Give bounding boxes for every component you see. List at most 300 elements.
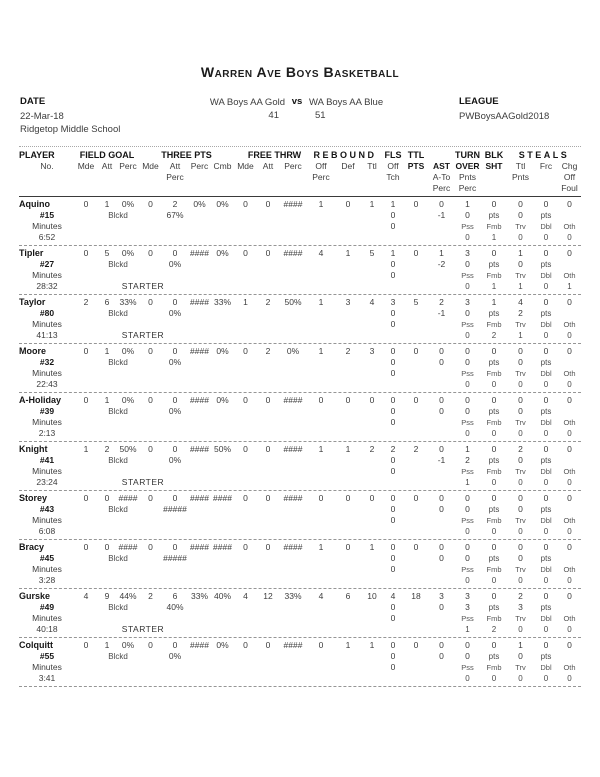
player-time-line [19,428,581,439]
player-minutes-line [19,564,581,575]
total-points: 0 [413,395,419,405]
reb-off: 1 [318,444,324,454]
fouls: 0 [390,395,396,405]
minutes-played: 3:41 [38,673,56,683]
fouls: 1 [390,199,396,209]
player-number: #55 [39,651,55,661]
ast-to-ratio: 0 [439,602,444,612]
blocked-shots: 0 [491,493,497,503]
ft-perc: 33% [284,591,302,601]
tov-double: 0 [543,674,549,683]
player-sub-line [19,602,581,613]
reb-off: 4 [318,248,324,258]
fumble-label: Fmb [486,467,502,476]
minutes-label: Minutes [32,515,62,525]
col-tp-mde: Mde [142,161,159,171]
player-block [19,197,581,245]
tp-perc: #### [190,444,209,454]
col-ft-att: Att [262,161,274,171]
ast-to-ratio: 0 [439,504,444,514]
blocked-shots: 0 [491,199,497,209]
steal-points: 0 [518,406,523,416]
ft-perc: 0% [286,346,300,356]
steals-ttl: 1 [518,640,523,650]
total-points: 2 [413,444,419,454]
minutes-label: Minutes [32,368,62,378]
col-free-thrw: FREE THRW [247,150,302,160]
col-rb-ttl: Ttl [367,161,377,171]
player-sub-line [19,651,581,662]
other-label: Oth [563,271,576,280]
player-stat-line [19,346,581,357]
tov-other: 0 [567,478,572,487]
player-block [19,441,581,490]
player-name: Storey [19,493,48,503]
col-ft-mde: Mde [237,161,254,171]
player-number: #39 [39,406,55,416]
tp-att: 0 [172,542,178,552]
fumble-label: Fmb [486,320,502,329]
venue: Ridgetop Middle School [20,124,121,135]
other-label: Oth [563,369,576,378]
fg-att: 1 [104,395,110,405]
tp-made: 2 [148,591,153,601]
turnover-points: 0 [465,357,470,367]
fg-att: 1 [104,346,110,356]
fouls-extra: 0 [390,515,396,525]
tp-cmb: 50% [213,444,231,454]
ft-made: 4 [243,591,248,601]
pts-label: pts [488,358,500,367]
ft-made: 0 [243,542,248,552]
col-blk: BLK [484,150,504,160]
player-time-line [19,330,581,341]
fg-att: 2 [104,444,110,454]
steals-ttl: 1 [518,248,523,258]
ft-made: 1 [243,297,248,307]
fouls-tch: 0 [390,357,396,367]
steals-chg: 0 [567,444,572,454]
player-stat-line [19,591,581,602]
tp-att: 0 [172,444,178,454]
pts-label: pts [540,603,552,612]
player-name: Tipler [19,248,44,258]
steals-ttl: 2 [518,444,523,454]
player-stat-line [19,493,581,504]
ft-made: 0 [243,248,248,258]
fg-made: 0 [83,395,89,405]
ft-made: 0 [243,493,248,503]
ast-to-ratio: -1 [437,210,446,220]
home-team-score: 41 [268,110,279,121]
starter-flag [75,379,211,390]
col-st-pnts: Pnts [511,172,529,182]
tov-other: 0 [567,576,572,585]
minutes-label: Minutes [32,466,62,476]
tov-travel: 0 [518,429,523,438]
header-row-4 [19,183,581,194]
tov-double: 0 [543,576,549,585]
reb-off: 0 [318,640,324,650]
reb-def: 1 [345,640,351,650]
player-minutes-line [19,515,581,526]
turnovers: 0 [465,493,470,503]
tov-other: 0 [567,233,572,242]
steals-ttl: 0 [518,493,523,503]
turnover-points: 2 [465,455,470,465]
turnover-points: 0 [465,308,470,318]
tp-cmb: #### [213,493,232,503]
assists: 0 [439,493,444,503]
tov-pass: 1 [465,478,470,487]
pts-label: pts [488,456,500,465]
fouls-extra: 0 [390,221,396,231]
ft-att: 0 [265,395,271,405]
turnover-points: 0 [465,553,470,563]
header-row-1 [19,150,581,161]
tp-cmb: 40% [213,591,231,601]
col-sht: SHT [485,161,503,171]
steals-ttl: 0 [518,395,523,405]
tp-att: 0 [172,346,178,356]
reb-def: 1 [345,248,351,258]
assists: 0 [439,542,444,552]
pts-label: pts [540,358,552,367]
tp-cmb: 0% [216,248,229,258]
player-sub-line [19,210,581,221]
tov-double: 0 [543,380,549,389]
tp-att-perc: 40% [166,602,184,612]
player-time-line [19,477,581,488]
player-block [19,490,581,539]
tov-fumble: 1 [491,282,497,291]
reb-ttl: 0 [369,395,375,405]
fouls-extra: 0 [390,662,396,672]
pts-label: pts [488,505,500,514]
reb-ttl: 3 [369,346,375,356]
assists: 0 [439,640,444,650]
player-time-line [19,526,581,537]
tov-other: 1 [567,282,572,291]
pts-label: pts [540,260,552,269]
fg-att: 0 [104,542,110,552]
col-tp-cmb: Cmb [213,161,232,171]
other-label: Oth [563,467,576,476]
player-time-line [19,281,581,292]
player-time-line [19,232,581,243]
pass-label: Pss [461,663,474,672]
fouls: 0 [390,346,396,356]
player-number: #41 [39,455,55,465]
fouls-tch: 0 [390,259,396,269]
steal-points: 0 [518,651,523,661]
ft-att: 12 [263,591,273,601]
steals-frc: 0 [543,591,549,601]
steals-ttl: 0 [518,346,523,356]
fouls-tch: 0 [390,553,396,563]
fg-made: 0 [83,199,89,209]
other-label: Oth [563,320,576,329]
starter-flag [75,575,211,586]
steals-chg: 0 [567,199,572,209]
col-ttl: TTL [407,150,425,160]
reb-ttl: 1 [369,199,375,209]
steals-ttl: 0 [518,542,523,552]
tov-pass: 0 [465,576,470,585]
blocked-shots: 0 [491,542,497,552]
minutes-played: 28:32 [36,281,58,291]
reb-ttl: 2 [369,444,375,454]
player-stat-line [19,640,581,651]
player-time-line [19,575,581,586]
double-label: Dbl [540,320,552,329]
tp-perc: #### [190,640,209,650]
blocked-label: Blckd [108,260,128,269]
tov-travel: 0 [518,674,523,683]
turnovers: 0 [465,395,470,405]
pts-label: pts [488,211,500,220]
player-block [19,392,581,441]
tp-att: 0 [172,640,178,650]
tov-travel: 0 [518,576,523,585]
tov-fumble: 0 [491,380,497,389]
ft-att: 0 [265,199,271,209]
blocked-shots: 0 [491,346,497,356]
reb-off: 1 [318,297,324,307]
tov-fumble: 0 [491,429,497,438]
steals-frc: 0 [543,297,549,307]
player-number: #45 [39,553,55,563]
tp-att-perc: ##### [163,504,187,514]
turnover-points: 0 [465,651,470,661]
minutes-played: 2:13 [38,428,56,438]
fg-perc: 33% [119,297,137,307]
ast-to-ratio: -1 [437,455,446,465]
fouls-extra: 0 [390,466,396,476]
double-label: Dbl [540,663,552,672]
tov-travel: 0 [518,233,523,242]
tp-att: 0 [172,493,178,503]
tov-other: 0 [567,674,572,683]
ast-to-ratio: -2 [437,259,446,269]
starter-flag [75,232,211,243]
home-team-name: WA Boys AA Gold [209,97,285,108]
ft-made: 0 [243,640,248,650]
assists: 1 [439,248,444,258]
tov-double: 0 [543,233,549,242]
steal-points: 0 [518,259,523,269]
fouls-tch: 0 [390,210,396,220]
travel-label: Trv [515,663,526,672]
starter-flag: STARTER [121,281,165,291]
player-block [19,588,581,637]
total-points: 0 [413,542,419,552]
ft-perc: 50% [284,297,302,307]
player-name: A-Holiday [19,395,62,405]
steal-points: 3 [518,602,523,612]
fg-made: 0 [83,346,89,356]
player-number: #49 [39,602,55,612]
reb-off: 1 [318,542,324,552]
tov-double: 0 [543,478,549,487]
tov-other: 0 [567,625,572,634]
tov-pass: 0 [465,429,470,438]
col-tp-att: Att [169,161,181,171]
player-number: #27 [39,259,55,269]
col-chg-foul: Foul [561,183,578,193]
league-value: PWBoysAAGold2018 [459,111,550,122]
pts-label: pts [488,407,500,416]
tov-double: 0 [543,625,549,634]
other-label: Oth [563,565,576,574]
fg-made: 0 [83,542,89,552]
player-number: #32 [39,357,55,367]
player-time-line [19,624,581,635]
ft-made: 0 [243,395,248,405]
fg-made: 4 [83,591,89,601]
double-label: Dbl [540,369,552,378]
minutes-played: 40:18 [36,624,58,634]
tp-cmb: 0% [216,640,229,650]
fouls: 2 [390,444,396,454]
tov-fumble: 0 [491,674,497,683]
player-stat-line [19,542,581,553]
total-points: 0 [413,493,419,503]
blocked-label: Blckd [108,309,128,318]
blocked-shots: 0 [491,444,497,454]
fg-perc: 44% [119,591,137,601]
player-time-line [19,673,581,684]
player-minutes-line [19,368,581,379]
tp-att: 6 [172,591,178,601]
reb-off: 1 [318,199,324,209]
tov-pass: 0 [465,331,470,340]
minutes-played: 6:52 [38,232,56,242]
pts-label: pts [540,456,552,465]
ast-to-ratio: 0 [439,651,444,661]
steals-ttl: 0 [518,199,523,209]
pts-label: pts [488,652,500,661]
steals-chg: 0 [567,640,572,650]
minutes-label: Minutes [32,417,62,427]
steals-frc: 0 [543,640,549,650]
tp-att: 0 [172,248,178,258]
tov-travel: 1 [518,331,523,340]
tov-pass: 0 [465,282,470,291]
starter-flag: STARTER [121,624,165,634]
player-number: #15 [39,210,55,220]
home-team-block [185,96,285,122]
ft-perc: #### [283,542,303,552]
ft-perc: #### [283,248,303,258]
tov-double: 0 [543,331,549,340]
ft-made: 0 [243,346,248,356]
ft-att: 2 [265,297,271,307]
double-label: Dbl [540,418,552,427]
travel-label: Trv [515,320,526,329]
other-label: Oth [563,663,576,672]
player-sub-line [19,357,581,368]
col-to-perc: Perc [458,183,477,193]
player-minutes-line [19,613,581,624]
ast-to-ratio: -1 [437,308,446,318]
player-block [19,294,581,343]
player-stat-line [19,199,581,210]
tp-cmb: 0% [216,199,229,209]
reb-def: 0 [345,493,351,503]
table-header [19,150,581,197]
ft-att: 0 [265,542,271,552]
minutes-played: 6:08 [38,526,56,536]
col-ast-perc: Perc [432,183,451,193]
stats-rows [19,197,581,687]
tov-pass: 0 [465,380,470,389]
reb-off: 4 [318,591,324,601]
vs-label: vs [291,96,303,107]
reb-ttl: 1 [369,640,375,650]
reb-off: 0 [318,395,324,405]
fg-made: 0 [83,248,89,258]
tov-travel: 0 [518,625,523,634]
player-stat-line [19,248,581,259]
pass-label: Pss [461,565,474,574]
tp-perc: #### [190,346,209,356]
total-points: 0 [413,248,419,258]
turnover-points: 3 [465,602,470,612]
col-three-pts: THREE PTS [161,150,212,160]
tp-att-perc: 0% [168,651,182,661]
fg-made: 2 [83,297,89,307]
fouls-tch: 0 [390,406,396,416]
assists: 0 [439,395,444,405]
pts-label: pts [540,211,552,220]
double-label: Dbl [540,222,552,231]
tp-cmb: 33% [213,297,231,307]
turnovers: 1 [465,199,470,209]
starter-flag: STARTER [121,330,165,340]
pass-label: Pss [461,418,474,427]
other-label: Oth [563,418,576,427]
starter-flag: STARTER [121,477,165,487]
player-name: Moore [19,346,46,356]
player-stat-line [19,297,581,308]
turnover-points: 0 [465,210,470,220]
date-value: 22-Mar-18 [20,111,64,122]
ft-att: 0 [265,640,271,650]
fg-made: 1 [83,444,89,454]
tov-pass: 1 [465,625,470,634]
steal-points: 0 [518,455,523,465]
tp-att: 0 [172,297,178,307]
tp-att-perc: 0% [168,357,182,367]
double-label: Dbl [540,516,552,525]
steal-points: 0 [518,357,523,367]
steals-chg: 0 [567,542,572,552]
tp-perc: 33% [190,591,208,601]
fg-att: 5 [104,248,110,258]
reb-ttl: 1 [369,542,375,552]
double-label: Dbl [540,467,552,476]
steals-chg: 0 [567,395,572,405]
tov-fumble: 0 [491,478,497,487]
fouls: 0 [390,542,396,552]
tp-perc: #### [190,542,209,552]
player-number: #80 [39,308,55,318]
fg-perc: 0% [121,395,135,405]
fg-att: 9 [104,591,110,601]
date-block [20,96,185,136]
tp-perc: #### [190,493,209,503]
